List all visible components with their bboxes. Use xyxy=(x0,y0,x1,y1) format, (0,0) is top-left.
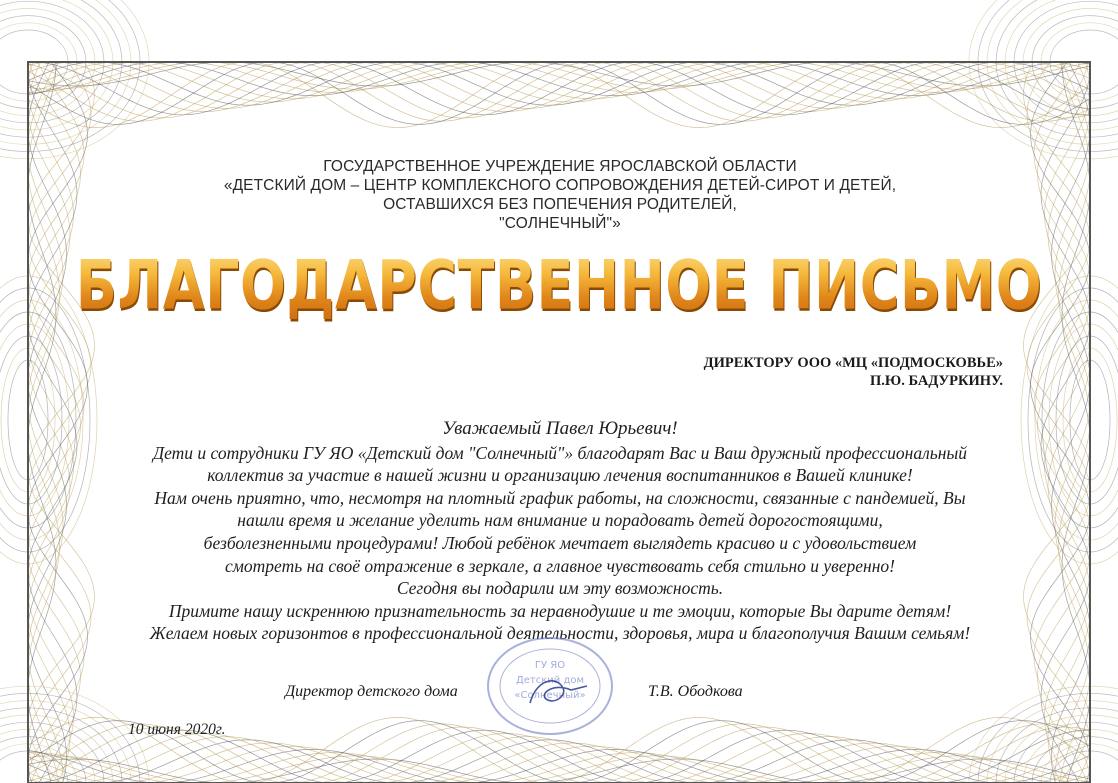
letter-line: коллектив за участие в нашей жизни и организацию лечения воспитанников в Вашей клинике! xyxy=(207,465,913,486)
guilloche-line xyxy=(28,62,63,782)
signature-name: Т.В. Ободкова xyxy=(648,683,743,700)
letter-line: Примите нашу искреннюю признательность за неравнодушие и те эмоции, которые Вы дарите детям! xyxy=(168,600,952,621)
guilloche-line xyxy=(1031,62,1091,782)
recipient-line: П.Ю. БАДУРКИНУ. xyxy=(870,373,1003,389)
letter-line: Нам очень приятно, что, несмотря на плотный график работы, на сложности, связанные с пандемией, Вы xyxy=(154,487,966,508)
signature-position: Директор детского дома xyxy=(285,683,458,700)
seal-text: ГУ ЯО xyxy=(534,660,566,671)
guilloche-line xyxy=(0,324,69,516)
org-line: «ДЕТСКИЙ ДОМ – ЦЕНТР КОМПЛЕКСНОГО СОПРОВОЖДЕНИЯ ДЕТЕЙ-СИРОТ И ДЕТЕЙ, xyxy=(223,177,897,194)
organization-header xyxy=(180,157,940,233)
guilloche-line xyxy=(28,62,1090,92)
org-line: "СОЛНЕЧНЫЙ"» xyxy=(499,215,621,232)
guilloche-line xyxy=(0,0,140,152)
letter-line: Сегодня вы подарили им эту возможность. xyxy=(396,578,724,599)
guilloche-line xyxy=(28,62,1090,121)
greeting: Уважаемый Павел Юрьевич! xyxy=(442,418,678,439)
official-seal-stamp xyxy=(475,628,625,738)
letter-line: безболезненными процедурами! Любой ребёнок мечтает выглядеть красиво и с удовольствием xyxy=(203,532,917,553)
guilloche-line xyxy=(0,300,83,540)
guilloche-line xyxy=(28,62,1090,102)
letter-line: смотреть на своё отражение в зеркале, а главное чувствовать себя стильно и уверенно! xyxy=(224,555,895,576)
org-line: ГОСУДАРСТВЕННОЕ УЧРЕЖДЕНИЕ ЯРОСЛАВСКОЙ ОБЛАСТИ xyxy=(323,158,797,175)
letter-line: нашли время и желание уделить нам внимание и порадовать детей дорогостоящими, xyxy=(237,510,883,531)
letter-line: Дети и сотрудники ГУ ЯО «Детский дом "Солнечный"» благодарят Вас и Ваш дружный профессиональный xyxy=(152,442,967,463)
guilloche-line xyxy=(28,62,1090,115)
recipient-block xyxy=(704,354,1003,390)
guilloche-line xyxy=(28,753,1090,783)
seal-text: Детский дом xyxy=(515,675,585,686)
guilloche-line xyxy=(28,62,56,782)
document-title: БЛАГОДАРСТВЕННОЕ ПИСЬМО xyxy=(0,246,1118,325)
guilloche-line xyxy=(1062,62,1090,782)
guilloche-line xyxy=(28,62,1090,124)
recipient-line: ДИРЕКТОРУ ООО «МЦ «ПОДМОСКОВЬЕ» xyxy=(703,355,1003,371)
guilloche-line xyxy=(1055,62,1090,782)
guilloche-line xyxy=(28,62,88,782)
document-date: 10 июня 2020г. xyxy=(128,721,226,738)
seal-text: «Солнечный» xyxy=(514,690,586,701)
guilloche-line xyxy=(28,62,77,782)
letter-body xyxy=(110,418,1010,645)
org-line: ОСТАВШИХСЯ БЕЗ ПОПЕЧЕНИЯ РОДИТЕЛЕЙ, xyxy=(383,196,737,213)
guilloche-line xyxy=(1049,324,1118,516)
guilloche-line xyxy=(1041,62,1090,782)
letter-line: Желаем новых горизонтов в профессиональной деятельности, здоровья, мира и благополучия Вашим семьям! xyxy=(149,623,971,644)
guilloche-line xyxy=(1035,300,1118,540)
guilloche-line xyxy=(28,743,1090,783)
